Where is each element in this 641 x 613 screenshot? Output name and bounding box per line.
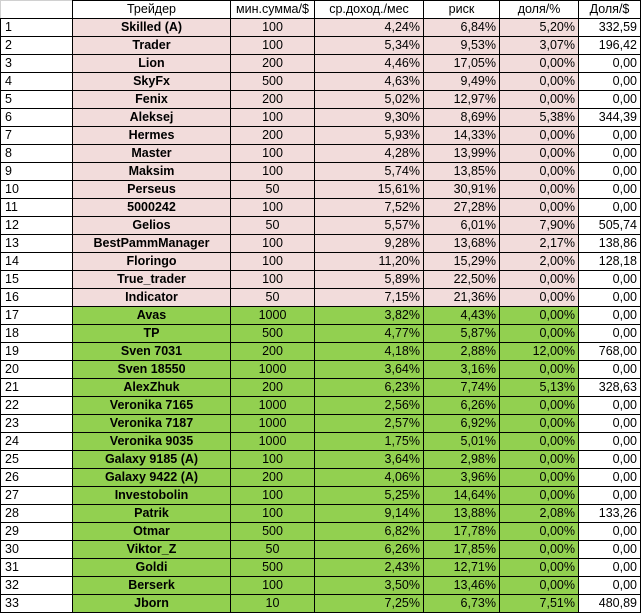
trader-name-cell: TP xyxy=(73,325,231,343)
table-row xyxy=(1,379,641,397)
trader-name-cell: 5000242 xyxy=(73,199,231,217)
trader-name-cell: Lion xyxy=(73,55,231,73)
row-index-cell: 28 xyxy=(1,505,73,523)
risk-cell: 13,85% xyxy=(424,163,500,181)
risk-cell: 4,43% xyxy=(424,307,500,325)
trader-name-cell: Veronika 9035 xyxy=(73,433,231,451)
share-pct-cell: 3,07% xyxy=(500,37,579,55)
min-sum-cell: 100 xyxy=(231,505,315,523)
share-pct-cell: 0,00% xyxy=(500,415,579,433)
avg-income-cell: 4,28% xyxy=(315,145,424,163)
avg-income-cell: 4,18% xyxy=(315,343,424,361)
trader-name-cell: Aleksej xyxy=(73,109,231,127)
min-sum-cell: 200 xyxy=(231,127,315,145)
avg-income-cell: 7,52% xyxy=(315,199,424,217)
table-row xyxy=(1,487,641,505)
min-sum-cell: 100 xyxy=(231,487,315,505)
header-risk: риск xyxy=(424,1,500,19)
table-row xyxy=(1,19,641,37)
table-row xyxy=(1,145,641,163)
min-sum-cell: 100 xyxy=(231,199,315,217)
row-index-cell: 9 xyxy=(1,163,73,181)
share-pct-cell: 2,17% xyxy=(500,235,579,253)
row-index-cell: 30 xyxy=(1,541,73,559)
share-usd-cell: 0,00 xyxy=(579,577,641,595)
share-usd-cell: 344,39 xyxy=(579,109,641,127)
header-row xyxy=(1,1,641,19)
risk-cell: 30,91% xyxy=(424,181,500,199)
trader-name-cell: BestPammManager xyxy=(73,235,231,253)
risk-cell: 2,98% xyxy=(424,451,500,469)
share-pct-cell: 0,00% xyxy=(500,469,579,487)
share-usd-cell: 0,00 xyxy=(579,127,641,145)
avg-income-cell: 5,02% xyxy=(315,91,424,109)
avg-income-cell: 2,43% xyxy=(315,559,424,577)
trader-name-cell: Master xyxy=(73,145,231,163)
min-sum-cell: 100 xyxy=(231,163,315,181)
min-sum-cell: 100 xyxy=(231,19,315,37)
share-pct-cell: 0,00% xyxy=(500,541,579,559)
share-pct-cell: 5,38% xyxy=(500,109,579,127)
table-row xyxy=(1,559,641,577)
table-row xyxy=(1,253,641,271)
row-index-cell: 2 xyxy=(1,37,73,55)
table-row xyxy=(1,109,641,127)
risk-cell: 9,53% xyxy=(424,37,500,55)
share-pct-cell: 0,00% xyxy=(500,73,579,91)
risk-cell: 14,64% xyxy=(424,487,500,505)
avg-income-cell: 5,25% xyxy=(315,487,424,505)
header-min-sum: мин.сумма/$ xyxy=(231,1,315,19)
avg-income-cell: 6,82% xyxy=(315,523,424,541)
share-usd-cell: 0,00 xyxy=(579,397,641,415)
share-usd-cell: 0,00 xyxy=(579,559,641,577)
table-row xyxy=(1,595,641,613)
table-row xyxy=(1,73,641,91)
share-pct-cell: 0,00% xyxy=(500,433,579,451)
min-sum-cell: 1000 xyxy=(231,433,315,451)
risk-cell: 22,50% xyxy=(424,271,500,289)
share-usd-cell: 0,00 xyxy=(579,145,641,163)
trader-name-cell: Patrik xyxy=(73,505,231,523)
table-row xyxy=(1,37,641,55)
trader-name-cell: Hermes xyxy=(73,127,231,145)
avg-income-cell: 2,57% xyxy=(315,415,424,433)
table-row xyxy=(1,541,641,559)
row-index-cell: 16 xyxy=(1,289,73,307)
avg-income-cell: 5,89% xyxy=(315,271,424,289)
share-usd-cell: 0,00 xyxy=(579,415,641,433)
row-index-cell: 20 xyxy=(1,361,73,379)
risk-cell: 3,96% xyxy=(424,469,500,487)
risk-cell: 9,49% xyxy=(424,73,500,91)
risk-cell: 6,01% xyxy=(424,217,500,235)
table-row xyxy=(1,577,641,595)
share-usd-cell: 0,00 xyxy=(579,91,641,109)
row-index-cell: 8 xyxy=(1,145,73,163)
min-sum-cell: 200 xyxy=(231,379,315,397)
trader-name-cell: AlexZhuk xyxy=(73,379,231,397)
share-usd-cell: 0,00 xyxy=(579,361,641,379)
min-sum-cell: 500 xyxy=(231,523,315,541)
table-row xyxy=(1,343,641,361)
avg-income-cell: 6,23% xyxy=(315,379,424,397)
trader-name-cell: Galaxy 9185 (A) xyxy=(73,451,231,469)
share-pct-cell: 0,00% xyxy=(500,307,579,325)
trader-name-cell: Trader xyxy=(73,37,231,55)
header-share-pct: доля/% xyxy=(500,1,579,19)
trader-name-cell: Veronika 7187 xyxy=(73,415,231,433)
share-usd-cell: 480,89 xyxy=(579,595,641,613)
share-pct-cell: 0,00% xyxy=(500,487,579,505)
header-avg-income: ср.доход./мес xyxy=(315,1,424,19)
row-index-cell: 4 xyxy=(1,73,73,91)
trader-name-cell: SkyFx xyxy=(73,73,231,91)
share-pct-cell: 0,00% xyxy=(500,361,579,379)
table-row xyxy=(1,127,641,145)
row-index-cell: 13 xyxy=(1,235,73,253)
min-sum-cell: 50 xyxy=(231,217,315,235)
share-pct-cell: 0,00% xyxy=(500,199,579,217)
risk-cell: 14,33% xyxy=(424,127,500,145)
avg-income-cell: 4,63% xyxy=(315,73,424,91)
share-usd-cell: 328,63 xyxy=(579,379,641,397)
share-pct-cell: 0,00% xyxy=(500,145,579,163)
trader-name-cell: Gelios xyxy=(73,217,231,235)
trader-name-cell: Goldi xyxy=(73,559,231,577)
risk-cell: 13,88% xyxy=(424,505,500,523)
header-index xyxy=(1,1,73,19)
avg-income-cell: 4,46% xyxy=(315,55,424,73)
table-row xyxy=(1,91,641,109)
min-sum-cell: 100 xyxy=(231,235,315,253)
min-sum-cell: 1000 xyxy=(231,361,315,379)
min-sum-cell: 500 xyxy=(231,325,315,343)
table-row xyxy=(1,451,641,469)
risk-cell: 6,73% xyxy=(424,595,500,613)
table-row xyxy=(1,523,641,541)
avg-income-cell: 3,82% xyxy=(315,307,424,325)
avg-income-cell: 1,75% xyxy=(315,433,424,451)
share-pct-cell: 2,00% xyxy=(500,253,579,271)
min-sum-cell: 10 xyxy=(231,595,315,613)
min-sum-cell: 50 xyxy=(231,541,315,559)
avg-income-cell: 4,24% xyxy=(315,19,424,37)
row-index-cell: 12 xyxy=(1,217,73,235)
table-row xyxy=(1,235,641,253)
min-sum-cell: 100 xyxy=(231,145,315,163)
min-sum-cell: 100 xyxy=(231,253,315,271)
share-pct-cell: 12,00% xyxy=(500,343,579,361)
min-sum-cell: 500 xyxy=(231,559,315,577)
share-pct-cell: 0,00% xyxy=(500,289,579,307)
share-pct-cell: 0,00% xyxy=(500,163,579,181)
table-body xyxy=(1,19,641,613)
trader-name-cell: Sven 18550 xyxy=(73,361,231,379)
min-sum-cell: 200 xyxy=(231,343,315,361)
avg-income-cell: 6,26% xyxy=(315,541,424,559)
avg-income-cell: 2,56% xyxy=(315,397,424,415)
trader-name-cell: Skilled (A) xyxy=(73,19,231,37)
row-index-cell: 24 xyxy=(1,433,73,451)
risk-cell: 2,88% xyxy=(424,343,500,361)
header-trader: Трейдер xyxy=(73,1,231,19)
risk-cell: 13,99% xyxy=(424,145,500,163)
share-usd-cell: 0,00 xyxy=(579,199,641,217)
share-usd-cell: 0,00 xyxy=(579,271,641,289)
share-usd-cell: 332,59 xyxy=(579,19,641,37)
share-usd-cell: 505,74 xyxy=(579,217,641,235)
min-sum-cell: 1000 xyxy=(231,415,315,433)
risk-cell: 13,46% xyxy=(424,577,500,595)
row-index-cell: 11 xyxy=(1,199,73,217)
share-pct-cell: 0,00% xyxy=(500,397,579,415)
row-index-cell: 19 xyxy=(1,343,73,361)
table-row xyxy=(1,217,641,235)
risk-cell: 13,68% xyxy=(424,235,500,253)
risk-cell: 5,87% xyxy=(424,325,500,343)
avg-income-cell: 9,30% xyxy=(315,109,424,127)
min-sum-cell: 100 xyxy=(231,577,315,595)
risk-cell: 3,16% xyxy=(424,361,500,379)
table-row xyxy=(1,361,641,379)
row-index-cell: 18 xyxy=(1,325,73,343)
avg-income-cell: 4,77% xyxy=(315,325,424,343)
trader-name-cell: Galaxy 9422 (A) xyxy=(73,469,231,487)
risk-cell: 12,71% xyxy=(424,559,500,577)
share-usd-cell: 0,00 xyxy=(579,181,641,199)
risk-cell: 12,97% xyxy=(424,91,500,109)
share-usd-cell: 0,00 xyxy=(579,55,641,73)
row-index-cell: 7 xyxy=(1,127,73,145)
trader-name-cell: Otmar xyxy=(73,523,231,541)
table-row xyxy=(1,307,641,325)
share-usd-cell: 138,86 xyxy=(579,235,641,253)
risk-cell: 7,74% xyxy=(424,379,500,397)
row-index-cell: 23 xyxy=(1,415,73,433)
trader-name-cell: Avas xyxy=(73,307,231,325)
share-usd-cell: 133,26 xyxy=(579,505,641,523)
min-sum-cell: 500 xyxy=(231,73,315,91)
trader-name-cell: Jborn xyxy=(73,595,231,613)
avg-income-cell: 5,57% xyxy=(315,217,424,235)
risk-cell: 15,29% xyxy=(424,253,500,271)
share-usd-cell: 0,00 xyxy=(579,73,641,91)
table-row xyxy=(1,505,641,523)
avg-income-cell: 7,25% xyxy=(315,595,424,613)
min-sum-cell: 1000 xyxy=(231,307,315,325)
trader-name-cell: Sven 7031 xyxy=(73,343,231,361)
min-sum-cell: 50 xyxy=(231,289,315,307)
risk-cell: 6,26% xyxy=(424,397,500,415)
share-usd-cell: 0,00 xyxy=(579,451,641,469)
share-usd-cell: 0,00 xyxy=(579,469,641,487)
min-sum-cell: 200 xyxy=(231,91,315,109)
table-row xyxy=(1,397,641,415)
min-sum-cell: 200 xyxy=(231,469,315,487)
trader-name-cell: Maksim xyxy=(73,163,231,181)
table-row xyxy=(1,289,641,307)
trader-name-cell: Investobolin xyxy=(73,487,231,505)
trader-name-cell: Floringo xyxy=(73,253,231,271)
share-usd-cell: 0,00 xyxy=(579,523,641,541)
row-index-cell: 31 xyxy=(1,559,73,577)
risk-cell: 21,36% xyxy=(424,289,500,307)
share-pct-cell: 0,00% xyxy=(500,451,579,469)
table-row xyxy=(1,325,641,343)
table-row xyxy=(1,433,641,451)
row-index-cell: 29 xyxy=(1,523,73,541)
min-sum-cell: 200 xyxy=(231,55,315,73)
share-pct-cell: 5,20% xyxy=(500,19,579,37)
row-index-cell: 3 xyxy=(1,55,73,73)
table-row xyxy=(1,415,641,433)
row-index-cell: 27 xyxy=(1,487,73,505)
row-index-cell: 25 xyxy=(1,451,73,469)
risk-cell: 27,28% xyxy=(424,199,500,217)
share-pct-cell: 2,08% xyxy=(500,505,579,523)
share-usd-cell: 0,00 xyxy=(579,289,641,307)
avg-income-cell: 5,34% xyxy=(315,37,424,55)
share-usd-cell: 0,00 xyxy=(579,541,641,559)
row-index-cell: 6 xyxy=(1,109,73,127)
avg-income-cell: 11,20% xyxy=(315,253,424,271)
share-pct-cell: 0,00% xyxy=(500,91,579,109)
table-row xyxy=(1,469,641,487)
min-sum-cell: 50 xyxy=(231,181,315,199)
row-index-cell: 10 xyxy=(1,181,73,199)
row-index-cell: 14 xyxy=(1,253,73,271)
trader-name-cell: True_trader xyxy=(73,271,231,289)
share-pct-cell: 0,00% xyxy=(500,523,579,541)
trader-name-cell: Veronika 7165 xyxy=(73,397,231,415)
avg-income-cell: 9,14% xyxy=(315,505,424,523)
row-index-cell: 17 xyxy=(1,307,73,325)
share-usd-cell: 0,00 xyxy=(579,163,641,181)
share-pct-cell: 0,00% xyxy=(500,271,579,289)
min-sum-cell: 1000 xyxy=(231,397,315,415)
row-index-cell: 32 xyxy=(1,577,73,595)
risk-cell: 8,69% xyxy=(424,109,500,127)
share-usd-cell: 0,00 xyxy=(579,325,641,343)
row-index-cell: 21 xyxy=(1,379,73,397)
share-pct-cell: 0,00% xyxy=(500,559,579,577)
trader-name-cell: Berserk xyxy=(73,577,231,595)
avg-income-cell: 3,50% xyxy=(315,577,424,595)
avg-income-cell: 15,61% xyxy=(315,181,424,199)
share-pct-cell: 5,13% xyxy=(500,379,579,397)
risk-cell: 17,05% xyxy=(424,55,500,73)
table-row xyxy=(1,163,641,181)
table-row xyxy=(1,199,641,217)
share-pct-cell: 0,00% xyxy=(500,577,579,595)
share-usd-cell: 768,00 xyxy=(579,343,641,361)
row-index-cell: 33 xyxy=(1,595,73,613)
min-sum-cell: 100 xyxy=(231,271,315,289)
min-sum-cell: 100 xyxy=(231,109,315,127)
row-index-cell: 15 xyxy=(1,271,73,289)
trader-name-cell: Perseus xyxy=(73,181,231,199)
table-row xyxy=(1,181,641,199)
share-pct-cell: 7,90% xyxy=(500,217,579,235)
share-usd-cell: 196,42 xyxy=(579,37,641,55)
risk-cell: 6,92% xyxy=(424,415,500,433)
share-pct-cell: 7,51% xyxy=(500,595,579,613)
avg-income-cell: 3,64% xyxy=(315,451,424,469)
avg-income-cell: 5,93% xyxy=(315,127,424,145)
min-sum-cell: 100 xyxy=(231,451,315,469)
row-index-cell: 1 xyxy=(1,19,73,37)
avg-income-cell: 9,28% xyxy=(315,235,424,253)
risk-cell: 5,01% xyxy=(424,433,500,451)
share-usd-cell: 128,18 xyxy=(579,253,641,271)
share-usd-cell: 0,00 xyxy=(579,307,641,325)
row-index-cell: 22 xyxy=(1,397,73,415)
risk-cell: 17,85% xyxy=(424,541,500,559)
avg-income-cell: 4,06% xyxy=(315,469,424,487)
table-row xyxy=(1,55,641,73)
row-index-cell: 5 xyxy=(1,91,73,109)
avg-income-cell: 5,74% xyxy=(315,163,424,181)
share-pct-cell: 0,00% xyxy=(500,55,579,73)
row-index-cell: 26 xyxy=(1,469,73,487)
trader-name-cell: Viktor_Z xyxy=(73,541,231,559)
avg-income-cell: 3,64% xyxy=(315,361,424,379)
trader-name-cell: Indicator xyxy=(73,289,231,307)
share-pct-cell: 0,00% xyxy=(500,181,579,199)
share-pct-cell: 0,00% xyxy=(500,325,579,343)
share-usd-cell: 0,00 xyxy=(579,433,641,451)
min-sum-cell: 100 xyxy=(231,37,315,55)
risk-cell: 17,78% xyxy=(424,523,500,541)
share-pct-cell: 0,00% xyxy=(500,127,579,145)
risk-cell: 6,84% xyxy=(424,19,500,37)
share-usd-cell: 0,00 xyxy=(579,487,641,505)
table-row xyxy=(1,271,641,289)
header-share-usd: Доля/$ xyxy=(579,1,641,19)
trader-name-cell: Fenix xyxy=(73,91,231,109)
avg-income-cell: 7,15% xyxy=(315,289,424,307)
